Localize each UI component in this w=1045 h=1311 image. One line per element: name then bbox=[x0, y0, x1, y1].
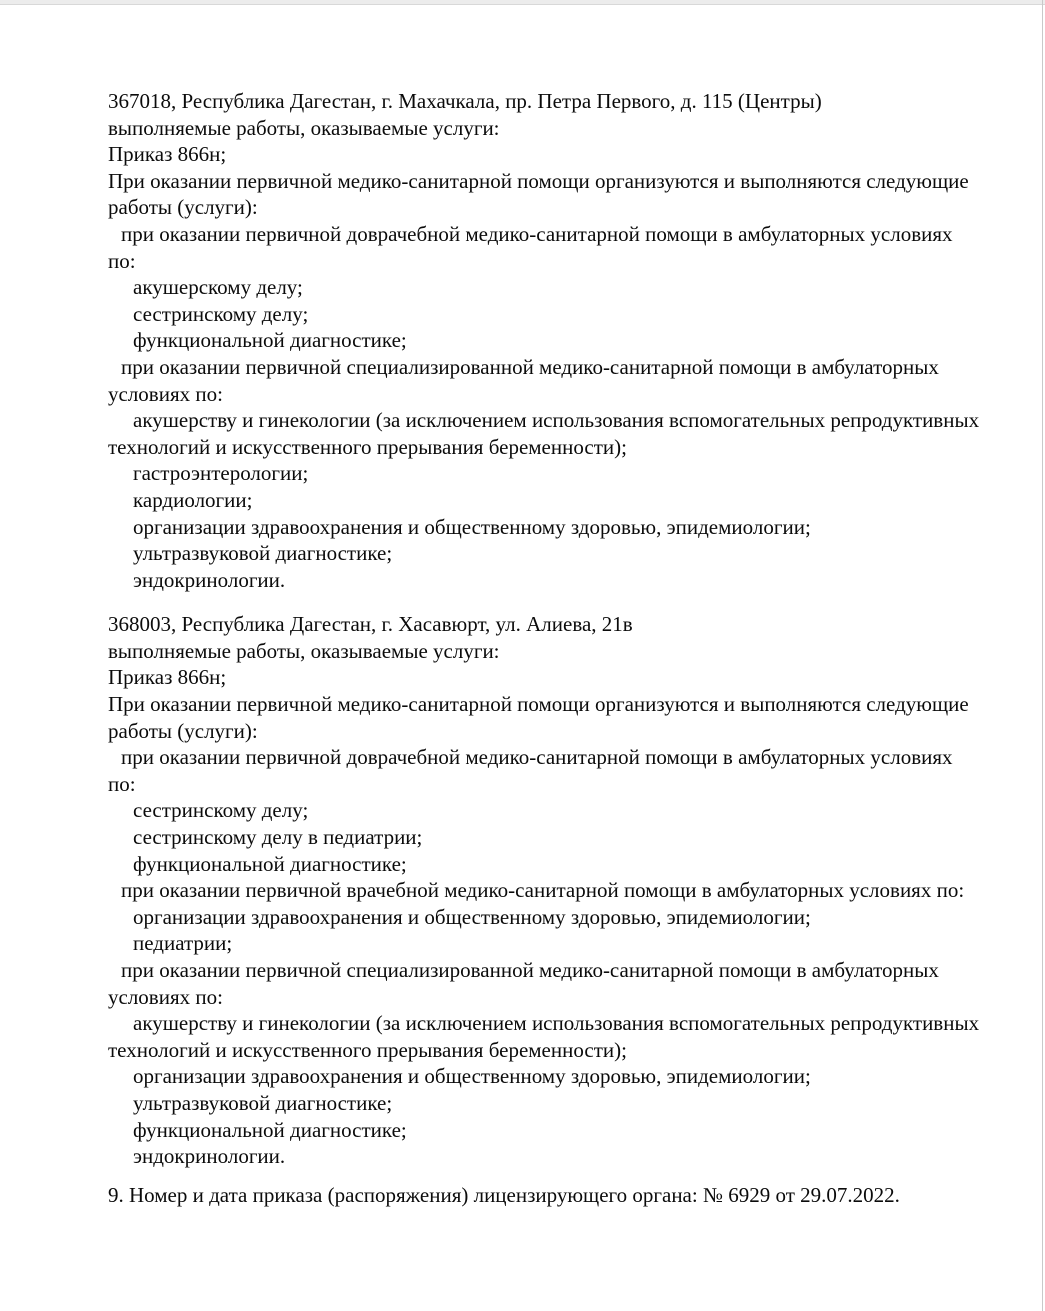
text-line: акушерству и гинекологии (за исключением использования вспомогательных репродуктивных bbox=[133, 1011, 980, 1036]
text-line: технологий и искусственного прерывания беременности); bbox=[108, 434, 627, 459]
text-line: технологий и искусственного прерывания беременности); bbox=[108, 1037, 627, 1062]
text-line: акушерству и гинекологии (за исключением использования вспомогательных репродуктивных bbox=[133, 408, 980, 433]
text-line: 9. Номер и дата приказа (распоряжения) лицензирующего органа: № 6929 от 29.07.2022. bbox=[108, 1182, 900, 1207]
text-line: При оказании первичной медико-санитарной помощи организуются и выполняются следующие bbox=[108, 168, 969, 193]
text-line: работы (услуги): bbox=[108, 718, 258, 743]
page-right-border bbox=[1042, 0, 1043, 1311]
text-line: при оказании первичной доврачебной медико-санитарной помощи в амбулаторных условиях bbox=[121, 221, 953, 246]
order-number-line bbox=[108, 1182, 998, 1209]
text-line: ультразвуковой диагностике; bbox=[133, 1090, 393, 1115]
text-line: сестринскому делу в педиатрии; bbox=[133, 825, 423, 850]
text-line: функциональной диагностике; bbox=[133, 328, 407, 353]
text-line: функциональной диагностике; bbox=[133, 1117, 407, 1142]
license-document-page bbox=[108, 88, 998, 1208]
text-line: организации здравоохранения и общественному здоровью, эпидемиологии; bbox=[133, 514, 811, 539]
text-line: при оказании первичной специализированной медико-санитарной помощи в амбулаторных bbox=[121, 958, 939, 982]
text-line: организации здравоохранения и общественному здоровью, эпидемиологии; bbox=[133, 904, 811, 929]
text-line: при оказании первичной врачебной медико-санитарной помощи в амбулаторных условиях по: bbox=[121, 878, 965, 903]
text-line: педиатрии; bbox=[133, 931, 233, 956]
text-line: по: bbox=[108, 248, 136, 273]
text-line: при оказании первичной доврачебной медико-санитарной помощи в амбулаторных условиях bbox=[121, 745, 953, 770]
text-line: Приказ 866н; bbox=[108, 665, 227, 690]
text-line: При оказании первичной медико-санитарной помощи организуются и выполняются следующие bbox=[108, 692, 969, 717]
text-line: сестринскому делу; bbox=[133, 301, 309, 326]
text-line: работы (услуги): bbox=[108, 195, 258, 220]
text-line: Приказ 866н; bbox=[108, 142, 227, 167]
text-line: функциональной диагностике; bbox=[133, 851, 407, 876]
text-line: 367018, Республика Дагестан, г. Махачкала, пр. Петра Первого, д. 115 (Центры) bbox=[108, 89, 822, 113]
window-chrome-edge bbox=[0, 0, 1045, 5]
text-line: сестринскому делу; bbox=[133, 798, 309, 823]
text-line: выполняемые работы, оказываемые услуги: bbox=[108, 638, 500, 663]
text-line: 368003, Республика Дагестан, г. Хасавюрт, ул. Алиева, 21в bbox=[108, 612, 633, 637]
text-line: условиях по: bbox=[108, 984, 223, 1009]
text-line: выполняемые работы, оказываемые услуги: bbox=[108, 115, 500, 140]
address-block-makhachkala bbox=[108, 88, 998, 593]
text-line: кардиологии; bbox=[133, 487, 253, 512]
text-line: по: bbox=[108, 771, 136, 796]
text-line: гастроэнтерологии; bbox=[133, 461, 309, 486]
address-block-khasavyurt bbox=[108, 611, 998, 1169]
text-line: условиях по: bbox=[108, 381, 223, 406]
text-line: при оказании первичной специализированной медико-санитарной помощи в амбулаторных bbox=[121, 354, 939, 379]
text-line: ультразвуковой диагностике; bbox=[133, 541, 393, 566]
text-line: организации здравоохранения и общественному здоровью, эпидемиологии; bbox=[133, 1064, 811, 1089]
text-line: акушерскому делу; bbox=[133, 275, 303, 300]
text-line: эндокринологии. bbox=[133, 567, 286, 592]
text-line: эндокринологии. bbox=[133, 1144, 286, 1169]
